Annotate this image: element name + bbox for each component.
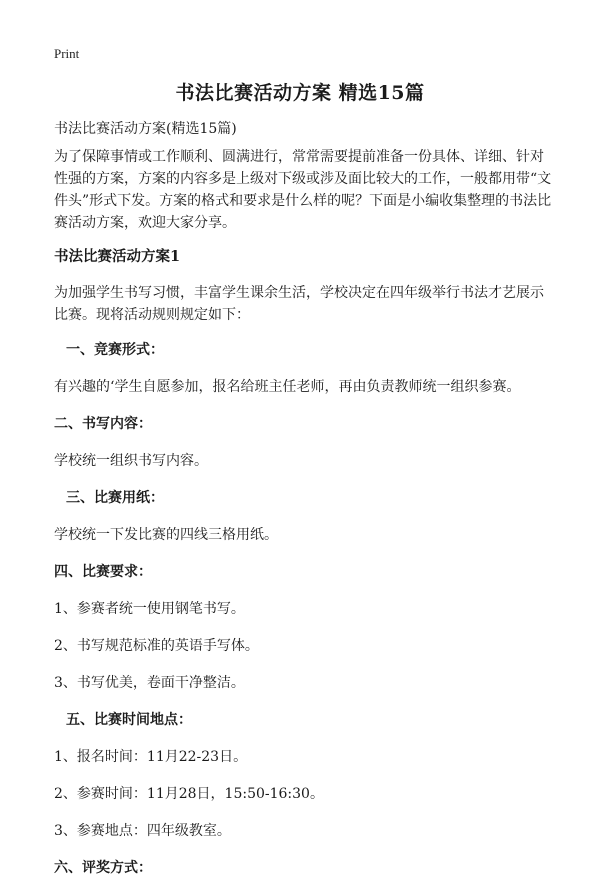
item-text-writing-content: 学校统一组织书写内容。 bbox=[54, 453, 208, 469]
intro-paragraph: 为了保障事情或工作顺利、圆满进行，常常需要提前准备一份具体、详细、针对性强的方案，方案的内容多是上级对下级或涉及面比较大的工作，一般都用带“文件头”形式下发。方案的格式和要求是什么样的呢？下面是小编收集整理的书法比赛活动方案，欢迎大家分享。 bbox=[54, 149, 552, 231]
item-heading-competition-format: 一、竞赛形式： bbox=[66, 342, 164, 358]
document-body bbox=[54, 118, 554, 894]
time-location-item: 1、报名时间：11月22-23日。 bbox=[54, 749, 248, 765]
item-text-competition-format: 有兴趣的‘学生自愿参加，报名给班主任老师，再由负责教师统一组织参赛。 bbox=[54, 379, 521, 395]
requirement-item: 2、书写规范标准的英语手写体。 bbox=[54, 638, 259, 654]
item-heading-requirements: 四、比赛要求： bbox=[54, 564, 152, 580]
time-location-item: 3、参赛地点：四年级教室。 bbox=[54, 823, 231, 839]
item-heading-awards: 六、评奖方式： bbox=[54, 860, 152, 876]
item-heading-writing-content: 二、书写内容： bbox=[54, 416, 152, 432]
page-title: 书法比赛活动方案 精选15篇 bbox=[175, 82, 425, 104]
time-location-item: 2、参赛时间：11月28日，15:50-16:30。 bbox=[54, 786, 324, 802]
requirement-item: 1、参赛者统一使用钢笔书写。 bbox=[54, 601, 245, 617]
item-heading-paper: 三、比赛用纸： bbox=[66, 490, 164, 506]
item-heading-time-location: 五、比赛时间地点： bbox=[66, 712, 192, 728]
requirement-item: 3、书写优美，卷面干净整洁。 bbox=[54, 675, 245, 691]
section-intro-paragraph: 为加强学生书写习惯，丰富学生课余生活，学校决定在四年级举行书法才艺展示比赛。现将活动规则规定如下： bbox=[54, 285, 544, 323]
print-link[interactable]: Print bbox=[54, 46, 80, 61]
item-text-paper: 学校统一下发比赛的四线三格用纸。 bbox=[54, 527, 278, 543]
document-subtitle: 书法比赛活动方案(精选15篇) bbox=[54, 121, 237, 137]
section-heading: 书法比赛活动方案1 bbox=[54, 248, 181, 265]
